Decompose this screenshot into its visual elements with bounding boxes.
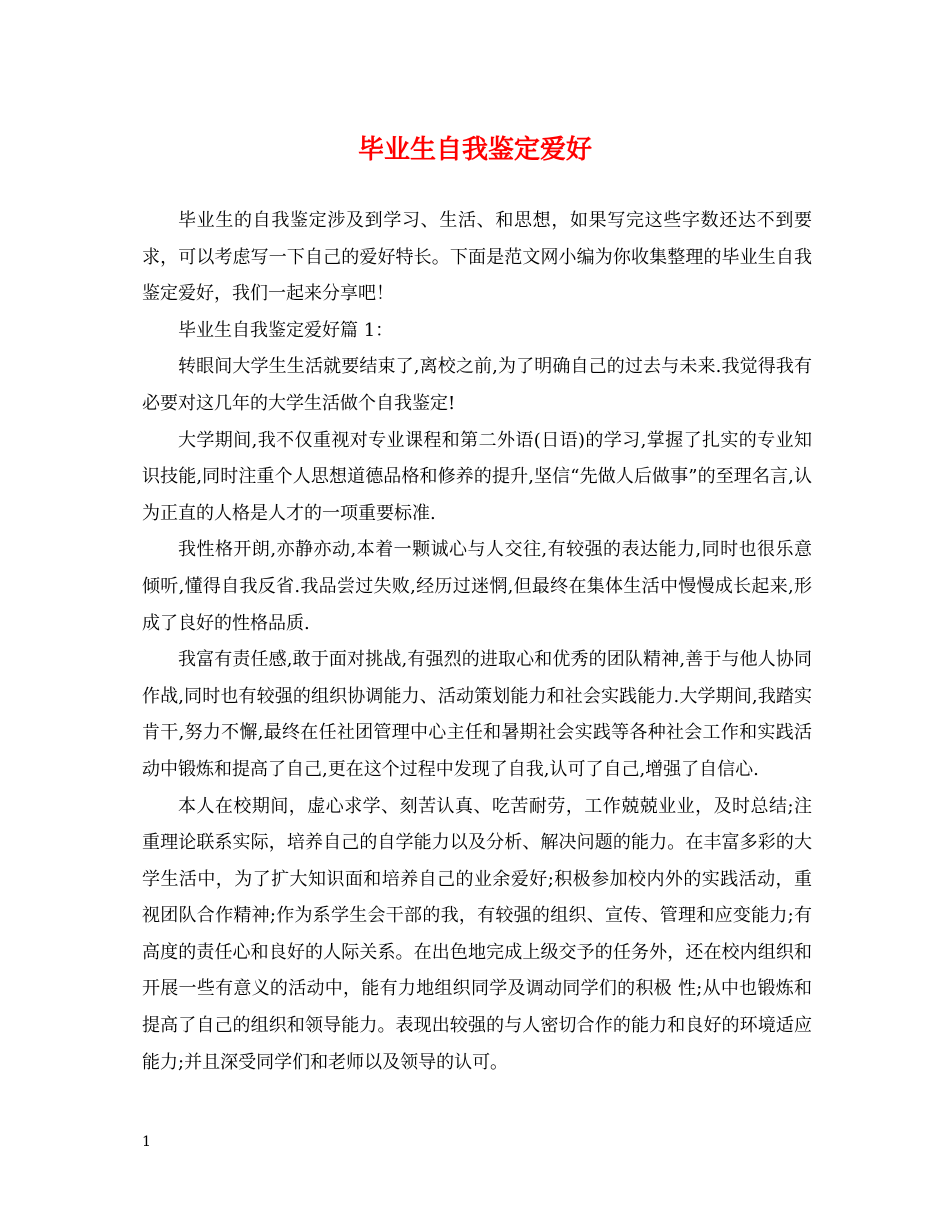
section-heading: 毕业生自我鉴定爱好篇 1： [178,319,394,341]
paragraph: 我富有责任感,敢于面对挑战,有强烈的进取心和优秀的团队精神,善于与他人协同作战,同时也有较强的组织协调能力、活动策划能力和社会实践能力.大学期间,我踏实肯干,努力不懈,最终在任社团管理中心主任和暑期社会实践等各种社会工作和实践活动中锻炼和提高了自己,更在这个过程中发现了自我,认可了自己,增强了自信心. [142,649,812,780]
document-title: 毕业生自我鉴定爱好 [357,135,592,165]
page-number: 1 [142,1134,151,1150]
paragraph: 大学期间,我不仅重视对专业课程和第二外语(日语)的学习,掌握了扎实的专业知识技能,同时注重个人思想道德品格和修养的提升,坚信“先做人后做事”的至理名言,认为正直的人格是人才的一项重要标准. [142,429,812,524]
paragraph: 本人在校期间，虚心求学、刻苦认真、吃苦耐劳，工作兢兢业业，及时总结;注重理论联系实际，培养自己的自学能力以及分析、解决问题的能力。在丰富多彩的大学生活中，为了扩大知识面和培养自己的业余爱好;积极参加校内外的实践活动，重视团队合作精神;作为系学生会干部的我，有较强的组织、宣传、管理和应变能力;有高度的责任心和良好的人际关系。在出色地完成上级交予的任务外，还在校内组织和开展一些有意义的活动中，能有力地组织同学及调动同学们的积极 性;从中也锻炼和提高了自己的组织和领导能力。表现出较强的与人密切合作的能力和良好的环境适应能力;并且深受同学们和老师以及领导的认可。 [142,795,812,1073]
paragraph: 转眼间大学生生活就要结束了,离校之前,为了明确自己的过去与未来.我觉得我有必要对这几年的大学生活做个自我鉴定! [142,356,812,414]
document-body [142,203,812,1081]
paragraph-intro: 毕业生的自我鉴定涉及到学习、生活、和思想，如果写完这些字数还达不到要求，可以考虑写一下自己的爱好特长。下面是范文网小编为你收集整理的毕业生自我鉴定爱好，我们一起来分享吧！ [142,210,812,305]
paragraph: 我性格开朗,亦静亦动,本着一颗诚心与人交往,有较强的表达能力,同时也很乐意倾听,懂得自我反省.我品尝过失败,经历过迷惘,但最终在集体生活中慢慢成长起来,形成了良好的性格品质. [142,539,812,634]
